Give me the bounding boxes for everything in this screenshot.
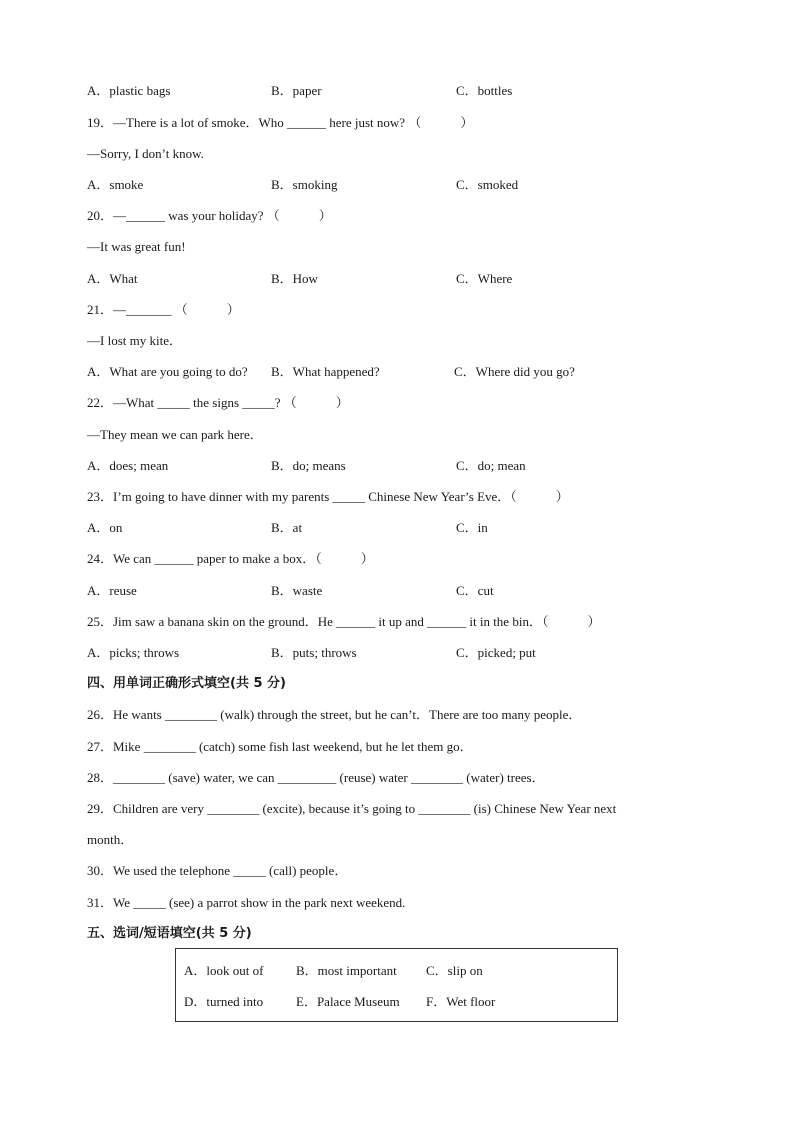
q24-option-a: A．reuse	[87, 583, 137, 598]
q22-option-c: C．do; mean	[456, 458, 526, 473]
q19-option-a: A．smoke	[87, 177, 144, 192]
q22-option-b: B．do; means	[271, 458, 346, 473]
word-bank-a: A．look out of	[184, 963, 264, 978]
q24-option-c: C．cut	[456, 583, 494, 598]
section-5-heading: 五、选词/短语填空(共 5 分)	[87, 926, 252, 941]
q18-option-a: A．plastic bags	[87, 83, 171, 98]
q28: 28．________ (save) water, we can _________ (reuse) water ________ (water) trees．	[87, 770, 545, 785]
word-bank-d: D．turned into	[184, 994, 264, 1009]
q27: 27．Mike ________ (catch) some fish last weekend, but he let them go．	[87, 739, 473, 754]
q21-option-b: B．What happened?	[271, 364, 380, 379]
q20-stem: 20．—______ was your holiday? （ ）	[87, 208, 332, 223]
q31: 31．We _____ (see) a parrot show in the park next weekend.	[87, 895, 406, 910]
q21-option-a: A．What are you going to do?	[87, 364, 248, 379]
q20-option-c: C．Where	[456, 271, 513, 286]
q19-option-b: B．smoking	[271, 177, 338, 192]
q23-stem: 23．I’m going to have dinner with my parents _____ Chinese New Year’s Eve．（ ）	[87, 489, 569, 504]
q19-reply: —Sorry, I don’t know.	[87, 146, 204, 161]
q23-option-a: A．on	[87, 520, 123, 535]
q30: 30．We used the telephone _____ (call) people．	[87, 863, 348, 878]
word-bank-e: E．Palace Museum	[296, 994, 400, 1009]
q21-reply: —I lost my kite．	[87, 333, 182, 348]
q23-option-b: B．at	[271, 520, 303, 535]
q25-option-b: B．puts; throws	[271, 645, 357, 660]
q24-option-b: B．waste	[271, 583, 323, 598]
word-bank-c: C．slip on	[426, 963, 483, 978]
q21-option-c: C．Where did you go?	[454, 364, 575, 379]
q25-stem: 25．Jim saw a banana skin on the ground．He ______ it up and ______ it in the bin．（ ）	[87, 614, 601, 629]
q22-stem: 22．—What _____ the signs _____? （ ）	[87, 395, 349, 410]
q21-stem: 21．—_______ （ ）	[87, 302, 240, 317]
q25-option-c: C．picked; put	[456, 645, 536, 660]
q19-option-c: C．smoked	[456, 177, 519, 192]
q25-option-a: A．picks; throws	[87, 645, 180, 660]
q22-reply: —They mean we can park here．	[87, 427, 263, 442]
q20-reply: —It was great fun!	[87, 239, 186, 254]
q20-option-b: B．How	[271, 271, 318, 286]
q22-option-a: A．does; mean	[87, 458, 169, 473]
q19-stem: 19．—There is a lot of smoke．Who ______ here just now? （ ）	[87, 115, 474, 130]
word-bank-b: B．most important	[296, 963, 397, 978]
section-4-heading: 四、用单词正确形式填空(共 5 分)	[87, 676, 286, 691]
word-bank-f: F．Wet floor	[426, 994, 496, 1009]
q23-option-c: C．in	[456, 520, 488, 535]
q24-stem: 24．We can ______ paper to make a box．（ ）	[87, 551, 374, 566]
q26: 26．He wants ________ (walk) through the street, but he can’t．There are too many people．	[87, 707, 582, 722]
q20-option-a: A．What	[87, 271, 138, 286]
q29-line-2: month．	[87, 832, 134, 847]
q29-line-1: 29．Children are very ________ (excite), because it’s going to ________ (is) Chinese New Year next	[87, 801, 617, 816]
q18-option-b: B．paper	[271, 83, 322, 98]
q18-option-c: C．bottles	[456, 83, 513, 98]
word-bank-box	[175, 948, 618, 1022]
